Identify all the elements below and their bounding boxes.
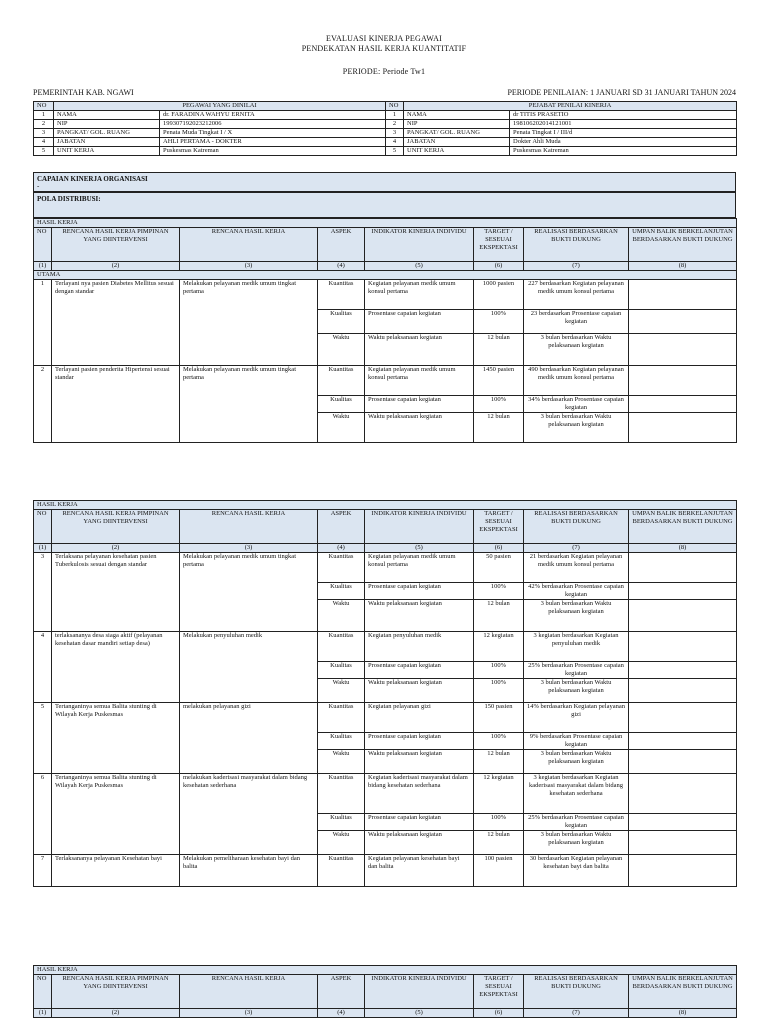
item-no: 2	[34, 366, 52, 443]
target-cell: 1450 pasien	[474, 366, 524, 396]
target-cell: 150 pasien	[474, 703, 524, 733]
umpan-balik-cell	[629, 733, 737, 750]
hasil-kerja-row	[34, 553, 737, 583]
aspek-cell: Waktu	[318, 600, 365, 632]
target-cell: 100 pasien	[474, 855, 524, 887]
field-label: PANGKAT/ GOL. RUANG	[404, 129, 510, 138]
utama-row	[34, 271, 737, 280]
realisasi-cell: 34% berdasarkan Prosentase capaian kegiatan	[524, 396, 629, 413]
indikator-cell: Waktu pelaksanaan kegiatan	[365, 750, 474, 774]
pegawai-row	[34, 111, 737, 120]
realisasi-cell: 9% berdasarkan Prosentase capaian kegiatan	[524, 733, 629, 750]
col-header-rhk_pimpinan: RENCANA HASIL KERJA PIMPINAN YANG DIINTERVENSI	[52, 975, 180, 1009]
periode-penilaian-label: PERIODE PENILAIAN: 1 JANUARI SD 31 JANUARI TAHUN 2024	[507, 88, 736, 97]
col-header-realisasi: REALISASI BERDASARKAN BUKTI DUKUNG	[524, 228, 629, 262]
realisasi-cell: 14% berdasarkan Kegiatan pelayanan gizi	[524, 703, 629, 733]
hasil-kerja-label-row	[34, 966, 737, 975]
target-cell: 100%	[474, 679, 524, 703]
rhk-pimpinan-cell: Tertanganinya semua Balita stunting di Wilayah Kerja Puskesmas	[52, 774, 180, 855]
hasil-kerja-header-row	[34, 510, 737, 544]
target-cell: 100%	[474, 814, 524, 831]
column-index: (2)	[52, 262, 180, 271]
aspek-cell: Kualitas	[318, 814, 365, 831]
col-header-no: NO	[34, 975, 52, 1009]
pegawai-row	[34, 147, 737, 156]
col-no-right: NO	[386, 102, 404, 111]
col-header-no: NO	[34, 510, 52, 544]
aspek-cell: Kuantitas	[318, 553, 365, 583]
indikator-cell: Kegiatan pelayanan medik umum konsul pertama	[365, 553, 474, 583]
column-index: (5)	[365, 1009, 474, 1018]
aspek-cell: Kuantitas	[318, 855, 365, 887]
column-index: (1)	[34, 544, 52, 553]
umpan-balik-cell	[629, 310, 737, 334]
column-index: (7)	[524, 262, 629, 271]
col-header-indikator: INDIKATOR KINERJA INDIVIDU	[365, 510, 474, 544]
column-index-row	[34, 544, 737, 553]
rhk-pimpinan-cell: Terlayani pasien penderita Hipertensi sesuai standar	[52, 366, 180, 443]
aspek-cell: Waktu	[318, 413, 365, 443]
col-header-no: NO	[34, 228, 52, 262]
document-subtitle: PENDEKATAN HASIL KERJA KUANTITATIF	[301, 44, 467, 53]
row-no: 1	[386, 111, 404, 120]
realisasi-cell: 21 berdasarkan Kegiatan pelayanan medik umum konsul pertama	[524, 553, 629, 583]
row-no: 1	[34, 111, 54, 120]
indikator-cell: Prosentase capaian kegiatan	[365, 310, 474, 334]
indikator-cell: Waktu pelaksanaan kegiatan	[365, 831, 474, 855]
umpan-balik-cell	[629, 703, 737, 733]
indikator-cell: Waktu pelaksanaan kegiatan	[365, 413, 474, 443]
pejabat-penilai-header: PEJABAT PENILAI KINERJA	[404, 102, 737, 111]
col-header-aspek: ASPEK	[318, 975, 365, 1009]
indikator-cell: Prosentase capaian kegiatan	[365, 583, 474, 600]
column-index: (6)	[474, 544, 524, 553]
umpan-balik-cell	[629, 396, 737, 413]
col-header-indikator: INDIKATOR KINERJA INDIVIDU	[365, 228, 474, 262]
aspek-cell: Kualitas	[318, 662, 365, 679]
indikator-cell: Prosentase capaian kegiatan	[365, 662, 474, 679]
col-header-umpan: UMPAN BALIK BERKELANJUTAN BERDASARKAN BUKTI DUKUNG	[629, 975, 737, 1009]
pola-distribusi-band	[33, 192, 736, 218]
pejabat-value: Dokter Ahli Muda	[510, 138, 737, 147]
pegawai-value: dr. FARADINA WAHYU ERNITA	[160, 111, 386, 120]
indikator-cell: Prosentase capaian kegiatan	[365, 733, 474, 750]
pemerintah-label: PEMERINTAH KAB. NGAWI	[33, 88, 134, 97]
field-label: NAMA	[404, 111, 510, 120]
pegawai-value: Penata Muda Tingkat I / X	[160, 129, 386, 138]
pejabat-value: 198106202014121001	[510, 120, 737, 129]
indikator-cell: Kegiatan kaderisasi masyarakat dalam bidang kesehatan sederhana	[365, 774, 474, 814]
realisasi-cell: 3 bulan berdasarkan Waktu pelaksanaan kegiatan	[524, 334, 629, 366]
column-index: (6)	[474, 262, 524, 271]
umpan-balik-cell	[629, 855, 737, 887]
col-header-aspek: ASPEK	[318, 228, 365, 262]
hasil-kerja-row	[34, 632, 737, 662]
row-no: 3	[386, 129, 404, 138]
target-cell: 12 kegiatan	[474, 632, 524, 662]
column-index-row	[34, 1009, 737, 1018]
umpan-balik-cell	[629, 600, 737, 632]
target-cell: 50 pasien	[474, 553, 524, 583]
pegawai-dinilai-header: PEGAWAI YANG DINILAI	[54, 102, 386, 111]
rhk-cell: Melakukan pemeliharaan kesehatan bayi dan balita	[180, 855, 318, 887]
realisasi-cell: 3 bulan berdasarkan Waktu pelaksanaan kegiatan	[524, 413, 629, 443]
column-index: (1)	[34, 262, 52, 271]
target-cell: 12 bulan	[474, 831, 524, 855]
column-index: (5)	[365, 262, 474, 271]
rhk-cell: Melakukan pelayanan medik umum tingkat pertama	[180, 280, 318, 366]
column-index: (6)	[474, 1009, 524, 1018]
column-index: (7)	[524, 544, 629, 553]
indikator-cell: Kegiatan pelayanan medik umum konsul pertama	[365, 280, 474, 310]
utama-label: UTAMA	[34, 271, 737, 280]
hasil-kerja-row	[34, 366, 737, 396]
hasil-kerja-row	[34, 855, 737, 887]
pejabat-value: dr TITIS PRASETIO	[510, 111, 737, 120]
umpan-balik-cell	[629, 831, 737, 855]
capaian-label: CAPAIAN KINERJA ORGANISASI	[37, 175, 148, 183]
col-header-rhk: RENCANA HASIL KERJA	[180, 510, 318, 544]
realisasi-cell: 3 kegiatan berdasarkan Kegiatan penyuluhan medik	[524, 632, 629, 662]
field-label: PANGKAT/ GOL. RUANG	[54, 129, 160, 138]
target-cell: 12 bulan	[474, 600, 524, 632]
target-cell: 12 kegiatan	[474, 774, 524, 814]
column-index-row	[34, 262, 737, 271]
col-header-indikator: INDIKATOR KINERJA INDIVIDU	[365, 975, 474, 1009]
rhk-cell: Melakukan penyuluhan medik	[180, 632, 318, 703]
pegawai-row	[34, 120, 737, 129]
column-index: (3)	[180, 544, 318, 553]
item-no: 5	[34, 703, 52, 774]
row-no: 2	[34, 120, 54, 129]
pejabat-value: Puskesmas Katreman	[510, 147, 737, 156]
target-cell: 100%	[474, 583, 524, 600]
indikator-cell: Waktu pelaksanaan kegiatan	[365, 679, 474, 703]
pegawai-value: AHLI PERTAMA - DOKTER	[160, 138, 386, 147]
hasil-kerja-row	[34, 280, 737, 310]
col-header-aspek: ASPEK	[318, 510, 365, 544]
column-index: (3)	[180, 1009, 318, 1018]
item-no: 6	[34, 774, 52, 855]
umpan-balik-cell	[629, 583, 737, 600]
pegawai-row	[34, 138, 737, 147]
aspek-cell: Kuantitas	[318, 632, 365, 662]
item-no: 1	[34, 280, 52, 366]
hasil-kerja-label: HASIL KERJA	[34, 966, 737, 975]
field-label: JABATAN	[54, 138, 160, 147]
aspek-cell: Waktu	[318, 679, 365, 703]
aspek-cell: Kuantitas	[318, 366, 365, 396]
target-cell: 12 bulan	[474, 334, 524, 366]
column-index: (4)	[318, 262, 365, 271]
aspek-cell: Kuantitas	[318, 280, 365, 310]
row-no: 5	[386, 147, 404, 156]
pejabat-value: Penata Tingkat I / III/d	[510, 129, 737, 138]
realisasi-cell: 3 kegiatan berdasarkan Kegiatan kaderisasi masyarakat dalam bidang kesehatan sederhana	[524, 774, 629, 814]
rhk-pimpinan-cell: Tertanganinya semua Balita stunting di Wilayah Kerja Puskesmas	[52, 703, 180, 774]
column-index: (8)	[629, 1009, 737, 1018]
pegawai-value: 199307192023212006	[160, 120, 386, 129]
rhk-pimpinan-cell: Terlayani nya pasien Diabetes Mellitus sesuai dengan standar	[52, 280, 180, 366]
item-no: 4	[34, 632, 52, 703]
pegawai-table	[33, 101, 737, 156]
col-header-target: TARGET / SESEUAI EKSPEKTASI	[474, 228, 524, 262]
target-cell: 1000 pasien	[474, 280, 524, 310]
capaian-value: -	[37, 182, 40, 190]
capaian-band	[33, 172, 736, 192]
col-header-umpan: UMPAN BALIK BERKELANJUTAN BERDASARKAN BUKTI DUKUNG	[629, 228, 737, 262]
column-index: (3)	[180, 262, 318, 271]
target-cell: 100%	[474, 310, 524, 334]
field-label: UNIT KERJA	[54, 147, 160, 156]
indikator-cell: Waktu pelaksanaan kegiatan	[365, 334, 474, 366]
row-no: 3	[34, 129, 54, 138]
row-no: 5	[34, 147, 54, 156]
hasil-kerja-row	[34, 703, 737, 733]
aspek-cell: Kuantitas	[318, 703, 365, 733]
aspek-cell: Kualitas	[318, 396, 365, 413]
aspek-cell: Waktu	[318, 750, 365, 774]
row-no: 4	[34, 138, 54, 147]
rhk-pimpinan-cell: Terlaksana pelayanan kesehatan pasien Tuberkulosis sesuai dengan standar	[52, 553, 180, 632]
column-index: (2)	[52, 544, 180, 553]
target-cell: 100%	[474, 662, 524, 679]
hasil-kerja-header-row	[34, 228, 737, 262]
indikator-cell: Waktu pelaksanaan kegiatan	[365, 600, 474, 632]
rhk-cell: melakukan kaderisasi masyarakat dalam bidang kesehatan sederhana	[180, 774, 318, 855]
pola-label: POLA DISTRIBUSI:	[37, 195, 101, 203]
col-header-rhk_pimpinan: RENCANA HASIL KERJA PIMPINAN YANG DIINTERVENSI	[52, 510, 180, 544]
col-header-umpan: UMPAN BALIK BERKELANJUTAN BERDASARKAN BUKTI DUKUNG	[629, 510, 737, 544]
hasil-kerja-header-row	[34, 975, 737, 1009]
aspek-cell: Kualitas	[318, 583, 365, 600]
realisasi-cell: 490 berdasarkan Kegiatan pelayanan medik umum konsul pertama	[524, 366, 629, 396]
hasil-kerja-table-2	[33, 500, 737, 887]
umpan-balik-cell	[629, 366, 737, 396]
rhk-cell: Melakukan pelayanan medik umum tingkat pertama	[180, 553, 318, 632]
col-header-target: TARGET / SESEUAI EKSPEKTASI	[474, 510, 524, 544]
indikator-cell: Prosentase capaian kegiatan	[365, 396, 474, 413]
target-cell: 100%	[474, 396, 524, 413]
realisasi-cell: 3 bulan berdasarkan Waktu pelaksanaan kegiatan	[524, 679, 629, 703]
column-index: (7)	[524, 1009, 629, 1018]
row-no: 2	[386, 120, 404, 129]
umpan-balik-cell	[629, 814, 737, 831]
rhk-cell: Melakukan pelayanan medik umum tingkat pertama	[180, 366, 318, 443]
target-cell: 12 bulan	[474, 413, 524, 443]
item-no: 3	[34, 553, 52, 632]
umpan-balik-cell	[629, 413, 737, 443]
indikator-cell: Kegiatan pelayanan kesehatan bayi dan balita	[365, 855, 474, 887]
umpan-balik-cell	[629, 679, 737, 703]
field-label: UNIT KERJA	[404, 147, 510, 156]
aspek-cell: Kualitas	[318, 733, 365, 750]
rhk-pimpinan-cell: terlaksananya desa siaga aktif (pelayanan kesehatan dasar mandiri setiap desa)	[52, 632, 180, 703]
field-label: NIP	[404, 120, 510, 129]
field-label: JABATAN	[404, 138, 510, 147]
column-index: (4)	[318, 1009, 365, 1018]
rhk-cell: melakukan pelayanan gizi	[180, 703, 318, 774]
col-header-realisasi: REALISASI BERDASARKAN BUKTI DUKUNG	[524, 510, 629, 544]
target-cell: 12 bulan	[474, 750, 524, 774]
pegawai-value: Puskesmas Katreman	[160, 147, 386, 156]
indikator-cell: Kegiatan pelayanan medik umum konsul pertama	[365, 366, 474, 396]
col-header-rhk: RENCANA HASIL KERJA	[180, 228, 318, 262]
field-label: NAMA	[54, 111, 160, 120]
column-index: (1)	[34, 1009, 52, 1018]
periode-label: PERIODE: Periode Tw1	[342, 67, 426, 76]
col-no: NO	[34, 102, 54, 111]
realisasi-cell: 3 bulan berdasarkan Waktu pelaksanaan kegiatan	[524, 600, 629, 632]
col-header-rhk: RENCANA HASIL KERJA	[180, 975, 318, 1009]
umpan-balik-cell	[629, 662, 737, 679]
aspek-cell: Kualitas	[318, 310, 365, 334]
realisasi-cell: 3 bulan berdasarkan Waktu pelaksanaan kegiatan	[524, 831, 629, 855]
indikator-cell: Kegiatan pelayanan gizi	[365, 703, 474, 733]
indikator-cell: Prosentase capaian kegiatan	[365, 814, 474, 831]
hasil-kerja-label: HASIL KERJA	[34, 219, 737, 228]
aspek-cell: Kuantitas	[318, 774, 365, 814]
item-no: 7	[34, 855, 52, 887]
umpan-balik-cell	[629, 774, 737, 814]
umpan-balik-cell	[629, 334, 737, 366]
hasil-kerja-label-row	[34, 219, 737, 228]
aspek-cell: Waktu	[318, 831, 365, 855]
column-index: (8)	[629, 544, 737, 553]
col-header-target: TARGET / SESEUAI EKSPEKTASI	[474, 975, 524, 1009]
realisasi-cell: 227 berdasarkan Kegiatan pelayanan medik umum konsul pertama	[524, 280, 629, 310]
umpan-balik-cell	[629, 553, 737, 583]
umpan-balik-cell	[629, 280, 737, 310]
column-index: (4)	[318, 544, 365, 553]
hasil-kerja-label: HASIL KERJA	[34, 501, 737, 510]
field-label: NIP	[54, 120, 160, 129]
rhk-pimpinan-cell: Terlaksananya pelayanan Kesehatan bayi	[52, 855, 180, 887]
realisasi-cell: 25% berdasarkan Prosentase capaian kegiatan	[524, 814, 629, 831]
col-header-realisasi: REALISASI BERDASARKAN BUKTI DUKUNG	[524, 975, 629, 1009]
hasil-kerja-table-3	[33, 965, 737, 1018]
hasil-kerja-label-row	[34, 501, 737, 510]
indikator-cell: Kegiatan penyuluhan medik	[365, 632, 474, 662]
row-no: 4	[386, 138, 404, 147]
realisasi-cell: 3 bulan berdasarkan Waktu pelaksanaan kegiatan	[524, 750, 629, 774]
aspek-cell: Waktu	[318, 334, 365, 366]
realisasi-cell: 30 berdasarkan Kegiatan pelayanan kesehatan bayi dan balita	[524, 855, 629, 887]
pegawai-row	[34, 129, 737, 138]
col-header-rhk_pimpinan: RENCANA HASIL KERJA PIMPINAN YANG DIINTERVENSI	[52, 228, 180, 262]
hasil-kerja-row	[34, 774, 737, 814]
column-index: (5)	[365, 544, 474, 553]
document-title: EVALUASI KINERJA PEGAWAI	[325, 34, 442, 43]
meta-row	[33, 88, 736, 97]
hasil-kerja-table-1	[33, 218, 737, 443]
column-index: (8)	[629, 262, 737, 271]
column-index: (2)	[52, 1009, 180, 1018]
umpan-balik-cell	[629, 632, 737, 662]
realisasi-cell: 23 berdasarkan Prosentase capaian kegiatan	[524, 310, 629, 334]
realisasi-cell: 25% berdasarkan Prosentase capaian kegiatan	[524, 662, 629, 679]
target-cell: 100%	[474, 733, 524, 750]
realisasi-cell: 42% berdasarkan Prosentase capaian kegiatan	[524, 583, 629, 600]
umpan-balik-cell	[629, 750, 737, 774]
